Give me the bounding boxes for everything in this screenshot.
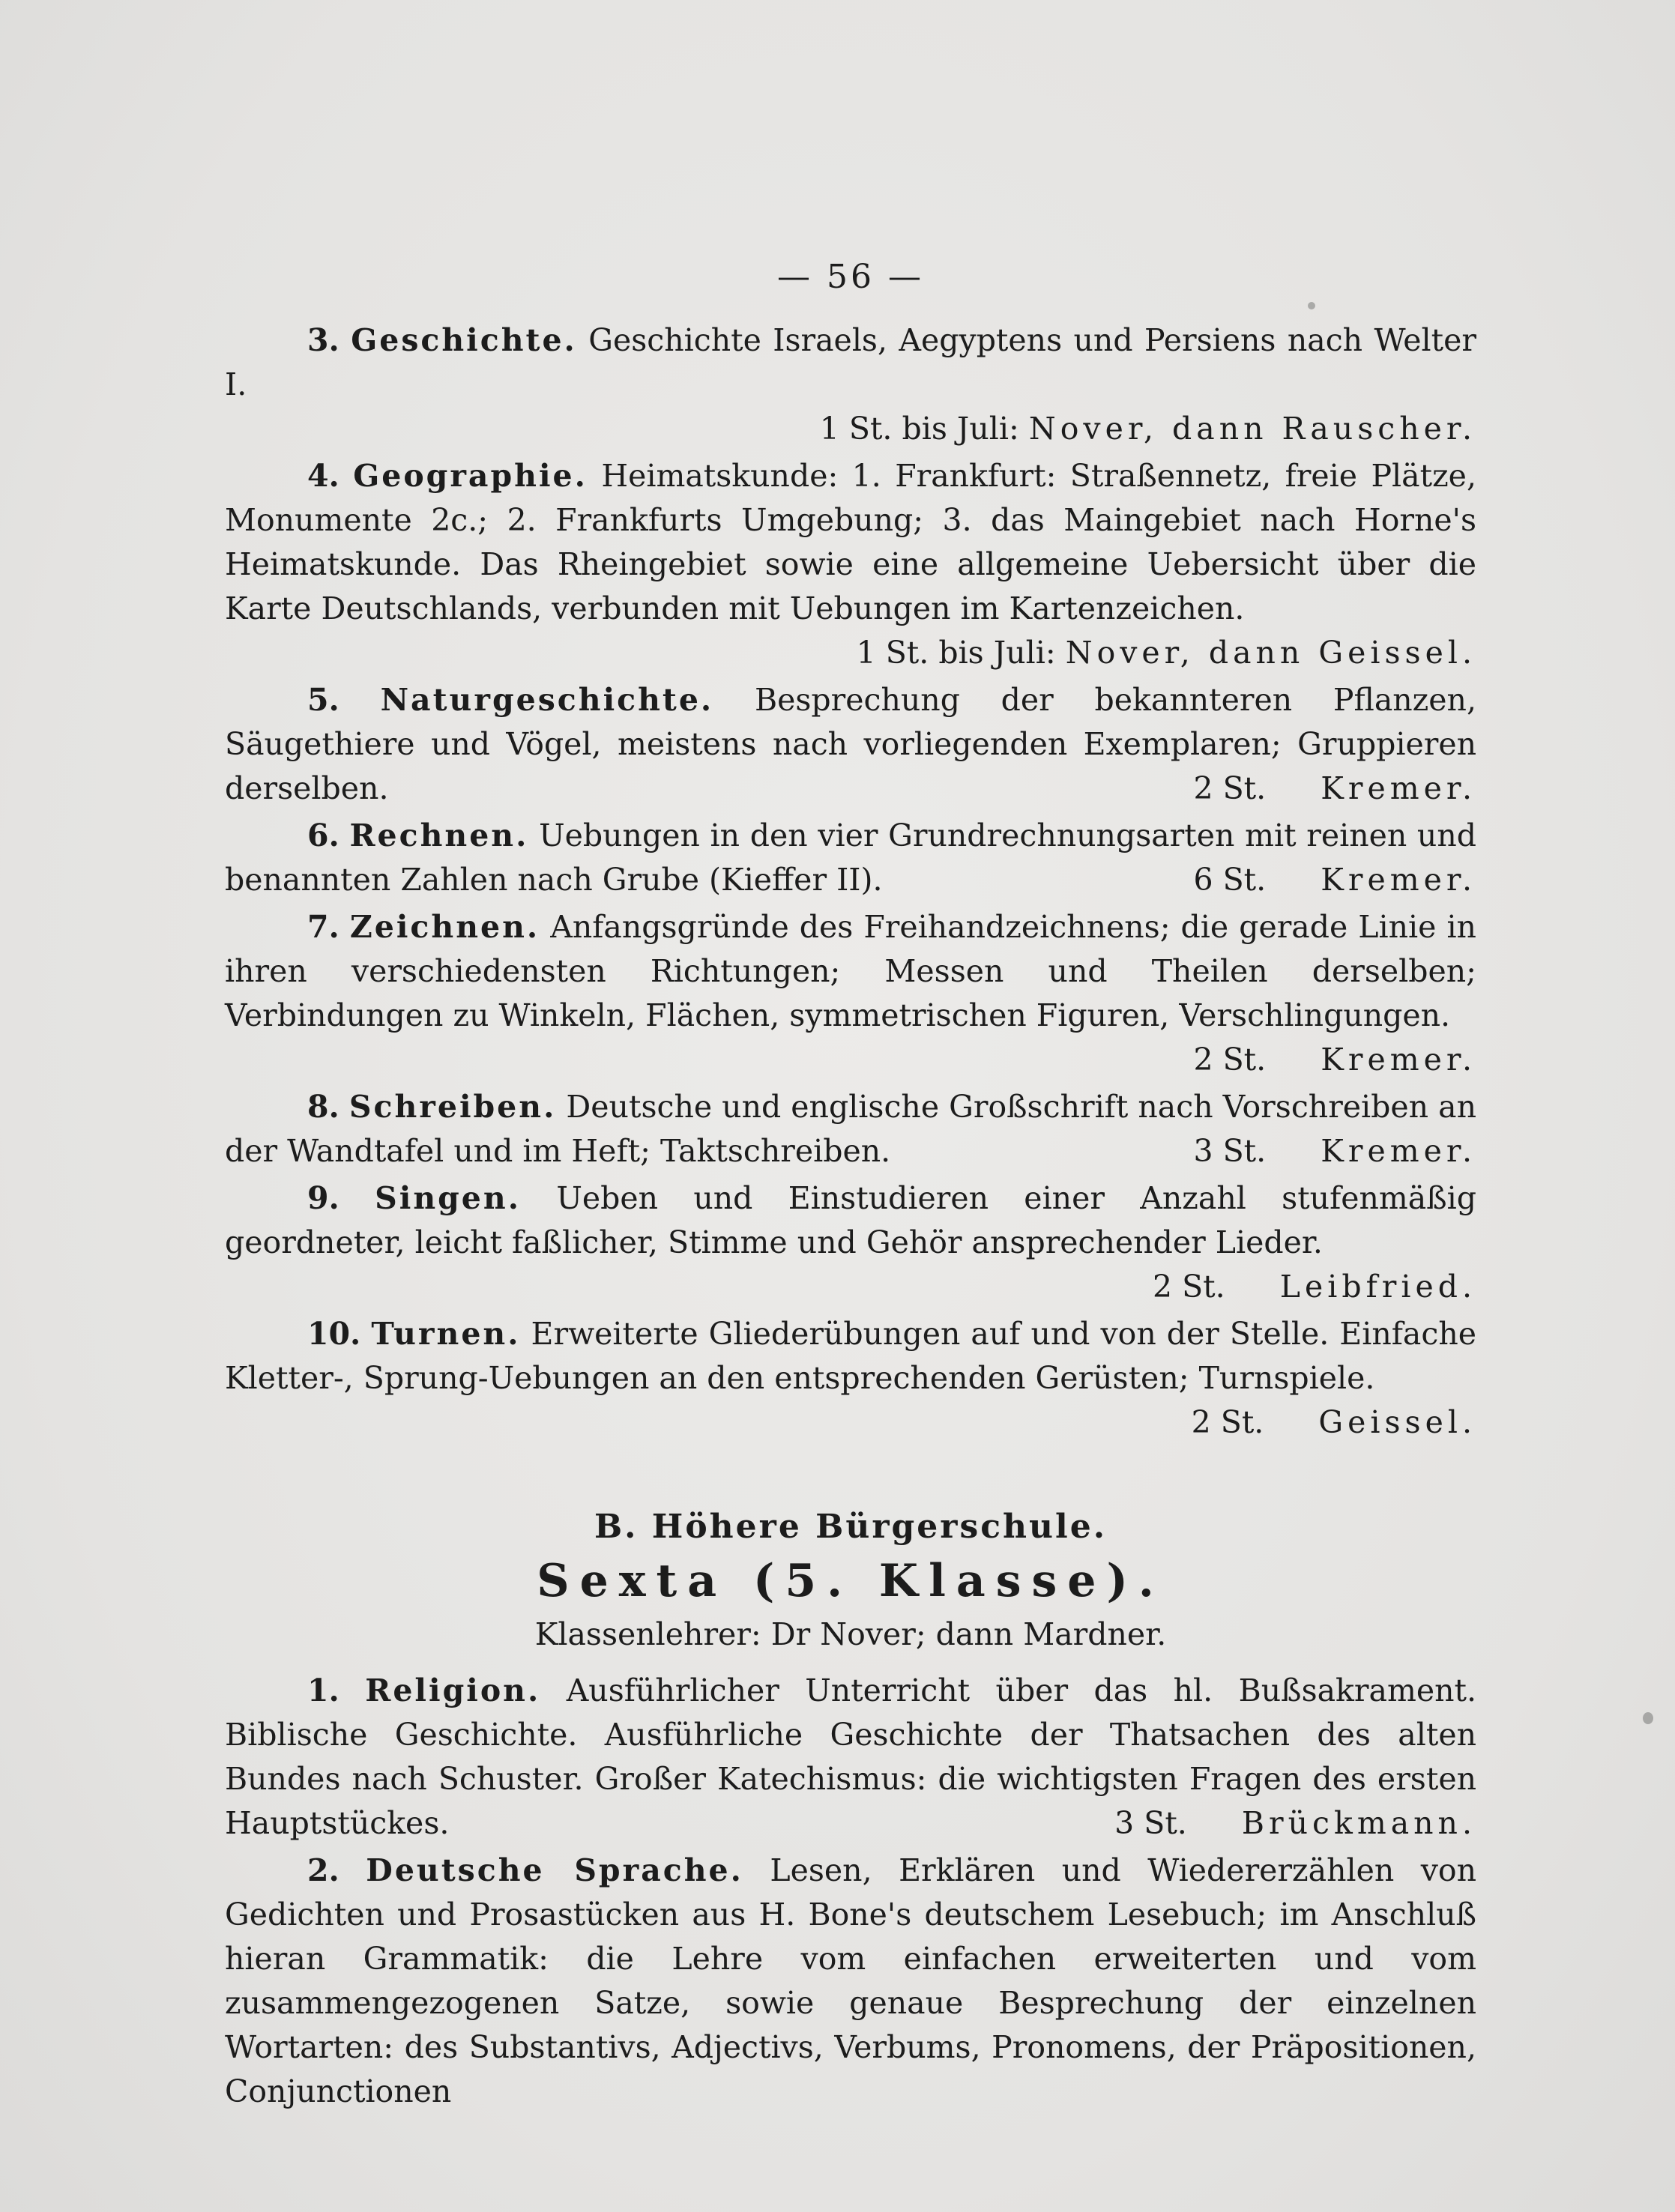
section-schreiben (225, 1085, 1476, 1173)
section-heading: Zeichnen. (349, 909, 540, 945)
section-text: Anfangsgründe des Freihandzeichnens; die gerade Linie in ihren verschiedensten Richtungen; Messen und Theilen derselben; Verbindungen zu Winkeln, Flächen, symmetrischen Figuren, Verschlingungen. (225, 909, 1476, 1033)
section-naturgeschichte (225, 678, 1476, 811)
section-heading: Geographie. (353, 458, 588, 494)
section-number: 7. (307, 909, 339, 945)
section-singen (225, 1176, 1476, 1309)
section-zeichnen (225, 905, 1476, 1082)
section-hours: 1 St. bis Juli: (856, 635, 1056, 671)
section-number: 4. (307, 458, 339, 494)
section-number: 2. (307, 1852, 339, 1888)
section-hours: 1 St. bis Juli: (819, 411, 1019, 447)
school-type-heading: B. Höhere Bürgerschule. (594, 1508, 1108, 1546)
section-teacher: Kremer. (1321, 1042, 1476, 1078)
section-hours: 3 St. (1193, 1133, 1267, 1169)
section-hours: 6 St. (1193, 862, 1267, 898)
section-hours: 2 St. (1193, 770, 1267, 806)
section-text: Lesen, Erklären und Wiedererzählen von Gedichten und Prosastücken aus H. Bone's deutschem Lesebuch; im Anschluß hieran Grammatik: die Lehre vom einfachen erweiterten und vom zusammengezogenen Satze, sowie genaue Besprechung der einzelnen Wortarten: des Substantivs, Adjectivs, Verbums, Pronomens, der Präpositionen, Conjunctionen (225, 1852, 1476, 2109)
section-text: Besprechung der bekannteren Pflanzen, Säugethiere und Vögel, meistens nach vorliegenden Exemplaren; Gruppieren derselben. (225, 682, 1476, 806)
section-text: Uebungen in den vier Grundrechnungsarten mit reinen und benannten Zahlen nach Grube (Kieffer II). (225, 818, 1476, 898)
section-heading: Schreiben. (348, 1089, 557, 1125)
section-heading: Turnen. (371, 1316, 521, 1352)
section-geographie (225, 454, 1476, 675)
section-heading: Naturgeschichte. (380, 682, 714, 718)
section-number: 1. (307, 1672, 339, 1708)
section-hours: 2 St. (1193, 1042, 1267, 1078)
section-turnen (225, 1312, 1476, 1445)
print-speck (1643, 1712, 1653, 1724)
section-hours: 2 St. (1152, 1269, 1225, 1305)
section-rechnen (225, 814, 1476, 902)
section-teacher: Nover, dann Geissel. (1065, 635, 1476, 671)
section-heading: Religion. (365, 1672, 541, 1708)
section-number: 3. (307, 322, 339, 358)
section-number: 5. (307, 682, 339, 718)
page-text (225, 255, 1476, 2117)
page-number: — 56 — (777, 258, 924, 296)
section-text: Geschichte Israels, Aegyptens und Persiens nach Welter I. (225, 322, 1476, 402)
section-geschichte (225, 318, 1476, 451)
section-teacher: Brückmann. (1241, 1805, 1476, 1841)
section-number: 6. (307, 818, 339, 853)
section-text: Erweiterte Gliederübungen auf und von der Stelle. Einfache Kletter-, Sprung-Uebungen an den entsprechenden Gerüsten; Turnspiele. (225, 1316, 1476, 1396)
section-text: Ausführlicher Unterricht über das hl. Bußsakrament. Biblische Geschichte. Ausführliche Geschichte der Thatsachen des alten Bundes nach Schuster. Großer Katechismus: die wichtigsten Fragen des ersten Hauptstückes. (225, 1672, 1476, 1841)
section-number: 8. (307, 1089, 339, 1125)
section-teacher: Geissel. (1318, 1404, 1476, 1440)
section-deutsche-sprache (225, 1849, 1476, 2114)
class-title: Sexta (5. Klasse). (537, 1555, 1165, 1607)
section-teacher: Kremer. (1321, 770, 1476, 806)
section-religion (225, 1669, 1476, 1846)
section-heading: Geschichte. (351, 322, 577, 358)
section-hours: 3 St. (1114, 1805, 1187, 1841)
section-teacher: Kremer. (1321, 1133, 1476, 1169)
section-teacher: Nover, dann Rauscher. (1028, 411, 1476, 447)
section-hours: 2 St. (1191, 1404, 1264, 1440)
section-text: Deutsche und englische Großschrift nach Vorschreiben an der Wandtafel und im Heft; Taktschreiben. (225, 1089, 1476, 1169)
section-teacher: Kremer. (1321, 862, 1476, 898)
class-teacher-line: Klassenlehrer: Dr Nover; dann Mardner. (534, 1616, 1167, 1652)
section-number: 10. (307, 1316, 361, 1352)
section-text: Ueben und Einstudieren einer Anzahl stufenmäßig geordneter, leicht faßlicher, Stimme und Gehör ansprechender Lieder. (225, 1180, 1476, 1260)
section-heading: Deutsche Sprache. (366, 1852, 743, 1888)
section-number: 9. (307, 1180, 339, 1216)
section-heading: Rechnen. (349, 818, 529, 853)
section-heading: Singen. (375, 1180, 521, 1216)
section-teacher: Leibfried. (1279, 1269, 1476, 1305)
section-text: Heimatskunde: 1. Frankfurt: Straßennetz, freie Plätze, Monumente 2c.; 2. Frankfurts Umgebung; 3. das Maingebiet nach Horne's Heimatskunde. Das Rheingebiet sowie eine allgemeine Uebersicht über die Karte Deutschlands, verbunden mit Uebungen im Kartenzeichen. (225, 458, 1476, 626)
